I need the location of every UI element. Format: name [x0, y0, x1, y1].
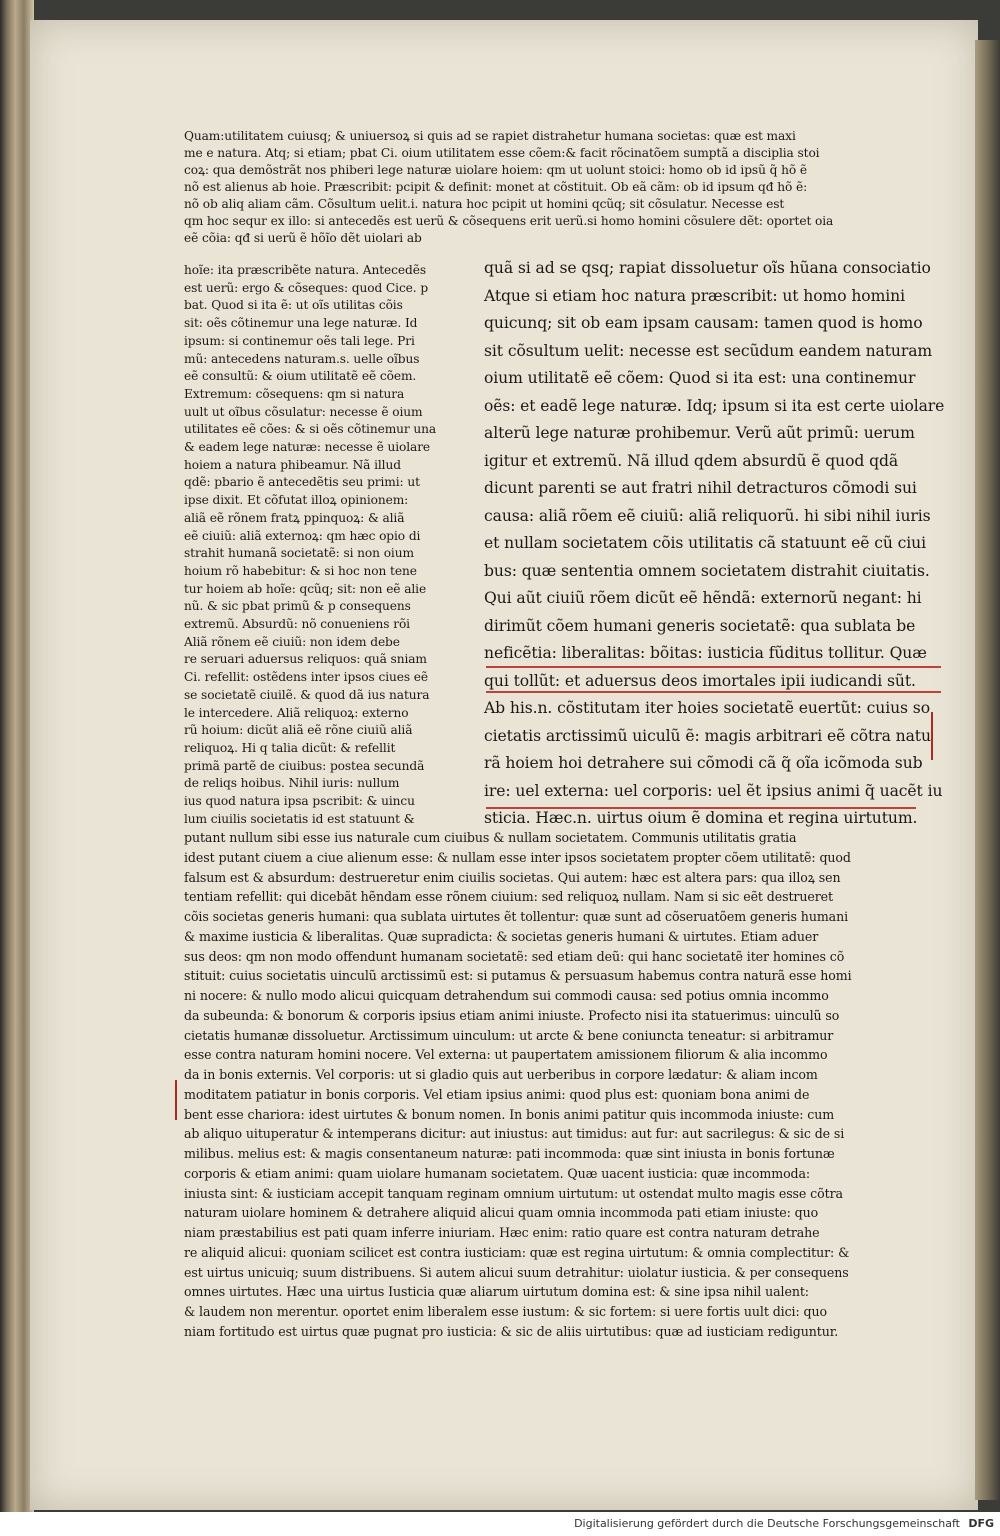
text-line: rã hoiem hoi detrahere sui cõmodi cã q̃ oĩa icõmoda sub [484, 754, 923, 772]
margin-mark [931, 712, 933, 760]
text-line: alterũ lege naturæ prohibemur. Verũ aũt primũ: uerum [484, 424, 915, 442]
dfg-logo: DFG [968, 1517, 994, 1530]
text-line: extremũ. Absurdũ: nõ conueniens rõi [184, 617, 410, 631]
text-line: Quam:utilitatem cuiusq; & uniuersoꝝ si quis ad se rapiet distrahetur humana societas: quæ est maxi [184, 129, 796, 143]
text-line: milibus. melius est: & magis consentaneum naturæ: pati incommoda: quæ sint iniusta in bonis fortunæ [184, 1146, 835, 1161]
footer-bar [0, 1512, 1000, 1536]
text-line: uult ut oĩbus cõsulatur: necesse ẽ oium [184, 404, 423, 419]
text-line: cõis societas generis humani: qua sublata uirtutes ẽt tollentur: quæ sunt ad cõseruatõem generis humani [184, 909, 849, 924]
text-line: Extremum: cõsequens: qm si natura [184, 386, 405, 401]
text-line: quicunq; sit ob eam ipsam causam: tamen quod is homo [484, 314, 923, 332]
text-line: strahit humanã societatẽ: si non oium [184, 546, 414, 561]
text-line: Atque si etiam hoc natura præscribit: ut homo homini [484, 286, 905, 305]
text-line: me e natura. Atq; si etiam; pbat Ci. oium utilitatem esse cõem:& facit rõcinatõem sumptã a disciplia stoi [184, 146, 820, 160]
footer-credit: Digitalisierung gefördert durch die Deutsche Forschungsgemeinschaft [574, 1517, 960, 1530]
text-line: re aliquid alicui: quoniam scilicet est contra iusticiam: quæ est regina uirtutum: & omnia complectitur: & [184, 1244, 850, 1260]
rubric-underline [486, 807, 916, 809]
text-line: niam fortitudo est uirtus quæ pugnat pro iusticia: & sic de aliis uirtutibus: quæ ad iusticiam rediguntur. [184, 1323, 839, 1339]
margin-mark [175, 1080, 177, 1120]
text-line: bus: quæ sententia omnem societatem distrahit ciuitatis. [484, 561, 930, 580]
text-line: putant nullum sibi esse ius naturale cum ciuibus & nullam societatem. Communis utilitatis gratia [184, 830, 797, 845]
text-line: de reliqs hoibus. Nihil iuris: nullum [184, 776, 400, 791]
rubric-underline [486, 666, 941, 668]
text-line: ius quod natura ipsa pscribit: & uincu [184, 794, 415, 808]
text-line: hoiem a natura phibeamur. Nã illud [184, 457, 401, 472]
text-line: Ci. refellit: ostẽdens inter ipsos ciues eẽ [184, 670, 429, 685]
text-line: igitur et extremũ. Nã illud qdem absurdũ ẽ quod qdã [484, 451, 899, 470]
text-line: nõ est alienus ab hoie. Præscribit: pcipit & definit: monet at cõstituit. Ob eã cãm: ob id ipsum qđ hõ ẽ: [184, 180, 808, 194]
text-line: eẽ cõia: qđ si uerũ ẽ hõĩo dẽt uiolari ab [184, 231, 422, 245]
text-line: omnes uirtutes. Hæc una uirtus Iusticia quæ aliarum uirtutum domina est: & sine ipsa nihil ualent: [184, 1284, 809, 1300]
text-line: da in bonis externis. Vel corporis: ut si gladio quis aut uerberibus in corpore lædatur: & aliam incom [184, 1067, 818, 1082]
text-line: lum ciuilis societatis id est statuunt & [184, 811, 415, 826]
text-line: aliã eẽ rõnem fratꝝ ppinquoꝝ: & aliã [184, 510, 405, 525]
text-line: falsum est & absurdum: destrueretur enim ciuilis societas. Qui autem: hæc est altera pars: qua illoꝝ sen [184, 869, 841, 885]
text-line: ipsum: si continemur oẽs tali lege. Pri [184, 333, 415, 348]
text-line: Ab his.n. cõstitutam iter hoies societatẽ euertũt: cuius so [484, 699, 930, 717]
text-line: reliquoꝝ. Hi q talia dicũt: & refellit [184, 740, 396, 755]
text-line: iniusta sint: & iusticiam accepit tanquam reginam omnium uirtutum: ut ostendat multo magis esse cõtra [184, 1185, 843, 1201]
page-right-edge [975, 40, 1000, 1500]
text-line: le intercedere. Aliã reliquoꝝ: externo [184, 705, 409, 720]
text-line: et nullam societatem cõis utilitatis cã statuunt eẽ cũ ciui [484, 534, 926, 552]
book-page-edges [0, 0, 34, 1536]
text-line: tentiam refellit: qui dicebãt hẽndam esse rõnem ciuium: sed reliquoꝝ nullam. Nam si sic eẽt destrueret [184, 889, 833, 905]
text-line: sit cõsultum uelit: necesse est secũdum eandem naturam [484, 341, 933, 360]
text-line: corporis & etiam animi: quam uiolare humanam societatem. Quæ uacent iusticia: quæ incommoda: [184, 1165, 811, 1181]
text-line: mũ: antecedens naturam.s. uelle oĩbus [184, 351, 420, 366]
text-line: bent esse chariora: idest uirtutes & bonum nomen. In bonis animi patitur quis incommoda iniuste: cum [184, 1106, 835, 1122]
text-line: & laudem non merentur. oportet enim liberalem esse iustum: & sic fortem: si uere fortis uult dici: quo [184, 1304, 827, 1319]
text-line: ab aliquo uituperatur & intemperans dicitur: aut iniustus: aut timidus: aut fur: aut sacrilegus: & sic de si [184, 1126, 845, 1142]
text-line: dicunt parenti se aut fratri nihil detracturos cõmodi sui [484, 479, 917, 497]
text-line: bat. Quod si ita ẽ: ut oĩs utilitas cõis [184, 298, 403, 313]
text-line: qdẽ: pbario ẽ antecedẽtis seu primi: ut [184, 475, 420, 490]
text-line: causa: aliã rõem eẽ ciuiũ: aliã reliquorũ. hi sibi nihil iuris [484, 506, 931, 525]
text-line: se societatẽ ciuilẽ. & quod dã ius natura [184, 687, 430, 702]
text-line: Aliã rõnem eẽ ciuiũ: non idem debe [184, 634, 400, 649]
text-line: stituit: cuius societatis uinculũ arctissimũ est: si putamus & persuasum habemus contra naturã esse homi [184, 968, 852, 984]
text-line: utilitates eẽ cões: & si oẽs cõtinemur una [184, 422, 437, 437]
text-line: ni nocere: & nullo modo alicui quicquam detrahendum sui commodi causa: sed potius omnia incommo [184, 988, 829, 1003]
text-line: & maxime iusticia & liberalitas. Quæ supradicta: & societas generis humani & uirtutes. Etiam aduer [184, 928, 819, 944]
text-line: eẽ ciuiũ: aliã externoꝝ: qm hæc opio di [184, 528, 421, 543]
text-line: hoium rõ habebitur: & si hoc non tene [184, 563, 417, 578]
text-line: est uerũ: ergo & cõseques: quod Cice. p [184, 280, 429, 295]
text-line: ire: uel externa: uel corporis: uel ẽt ipsius animi q̃ uacẽt iu [484, 781, 943, 800]
text-line: Qui aũt ciuiũ rõem dicũt eẽ hẽndã: externorũ negant: hi [484, 589, 922, 607]
text-line: sticia. Hæc.n. uirtus oium ẽ domina et regina uirtutum. [484, 809, 918, 827]
text-line: neficẽtia: liberalitas: bõitas: iusticia fũditus tollitur. Quæ [484, 644, 927, 662]
text-line: esse contra naturam homini nocere. Vel externa: ut paupertatem amissionem filiorum & alia incommo [184, 1047, 828, 1063]
text-line: hoĩe: ita præscribẽte natura. Antecedẽs [184, 263, 426, 277]
text-line: & eadem lege naturæ: necesse ẽ uiolare [184, 440, 431, 454]
text-line: primã partẽ de ciuibus: postea secundã [184, 758, 425, 773]
text-line: re seruari aduersus reliquos: quã sniam [184, 652, 427, 667]
text-line: oium utilitatẽ eẽ cõem: Quod si ita est: una continemur [484, 369, 916, 387]
text-line: eẽ consultũ: & oium utilitatẽ eẽ cõem. [184, 369, 417, 384]
text-line: cietatis humanæ dissoluetur. Arctissimum uinculum: ut arcte & bene coniuncta teneatur: si arbitramur [184, 1027, 834, 1043]
text-line: dirimũt cõem humani generis societatẽ: qua sublata be [484, 616, 916, 635]
text-line: est uirtus unicuiq; suum distribuens. Si autem alicui suum detrahitur: uiolatur iusticia. & per consequens [184, 1264, 849, 1280]
text-line: naturam uiolare hominem & detrahere aliquid alicui quam omnia incommoda pati etiam iniuste: quo [184, 1205, 819, 1221]
text-line: coꝝ: qua demõstrãt nos phiberi lege naturæ uiolare hoiem: qm ut uolunt stoici: homo ob id ipsũ q̃ hõ ẽ [184, 163, 807, 177]
text-line: rũ hoium: dicũt aliã eẽ rõne ciuiũ aliã [184, 723, 413, 738]
text-line: idest putant ciuem a ciue alienum esse: & nullam esse inter ipsos societatem propter cõem utilitatẽ: quod [184, 849, 851, 865]
text-line: nõ ob aliq aliam cãm. Cõsultum uelit.i. natura hoc pcipit ut homini qcũq; sit cõsulatur. Necesse est [184, 197, 785, 211]
text-line: sus deos: qm non modo offendunt humanam societatẽ: sed etiam deũ: qui hanc societatẽ iter homines cõ [184, 948, 845, 964]
text-line: oẽs: et eadẽ lege naturæ. Idq; ipsum si ita est certe uiolare [484, 396, 945, 415]
text-line: cietatis arctissimũ uiculũ ẽ: magis arbitrari eẽ cõtra natu [484, 726, 931, 745]
text-line: moditatem patiatur in bonis corporis. Vel etiam ipsius animi: quod plus est: quoniam bona animi de [184, 1086, 810, 1102]
text-line: quã si ad se qsq; rapiat dissoluetur oĩs hũana consociatio [484, 259, 931, 277]
text-line: ipse dixit. Et cõfutat illoꝝ opinionem: [184, 493, 409, 508]
text-line: da subeunda: & bonorum & corporis ipsius etiam animi iniuste. Profecto nisi ita statuerimus: uinculũ so [184, 1007, 840, 1023]
text-line: sit: oẽs cõtinemur una lege naturæ. Id [184, 316, 418, 331]
text-line: niam præstabilius est pati quam inferre iniuriam. Hæc enim: ratio quare est contra naturam detrahe [184, 1225, 820, 1240]
text-line: nũ. & sic pbat primũ & p consequens [184, 599, 411, 614]
text-line: qui tollũt: et aduersus deos imortales ipii iudicandi sũt. [484, 671, 916, 690]
text-line: qm hoc sequr ex illo: si antecedẽs est uerũ & cõsequens erit uerũ.si homo homini cõsulere dẽt: oportet oia [184, 214, 834, 228]
text-line: tur hoiem ab hoĩe: qcũq; sit: non eẽ alie [184, 581, 427, 596]
rubric-underline [486, 691, 941, 693]
